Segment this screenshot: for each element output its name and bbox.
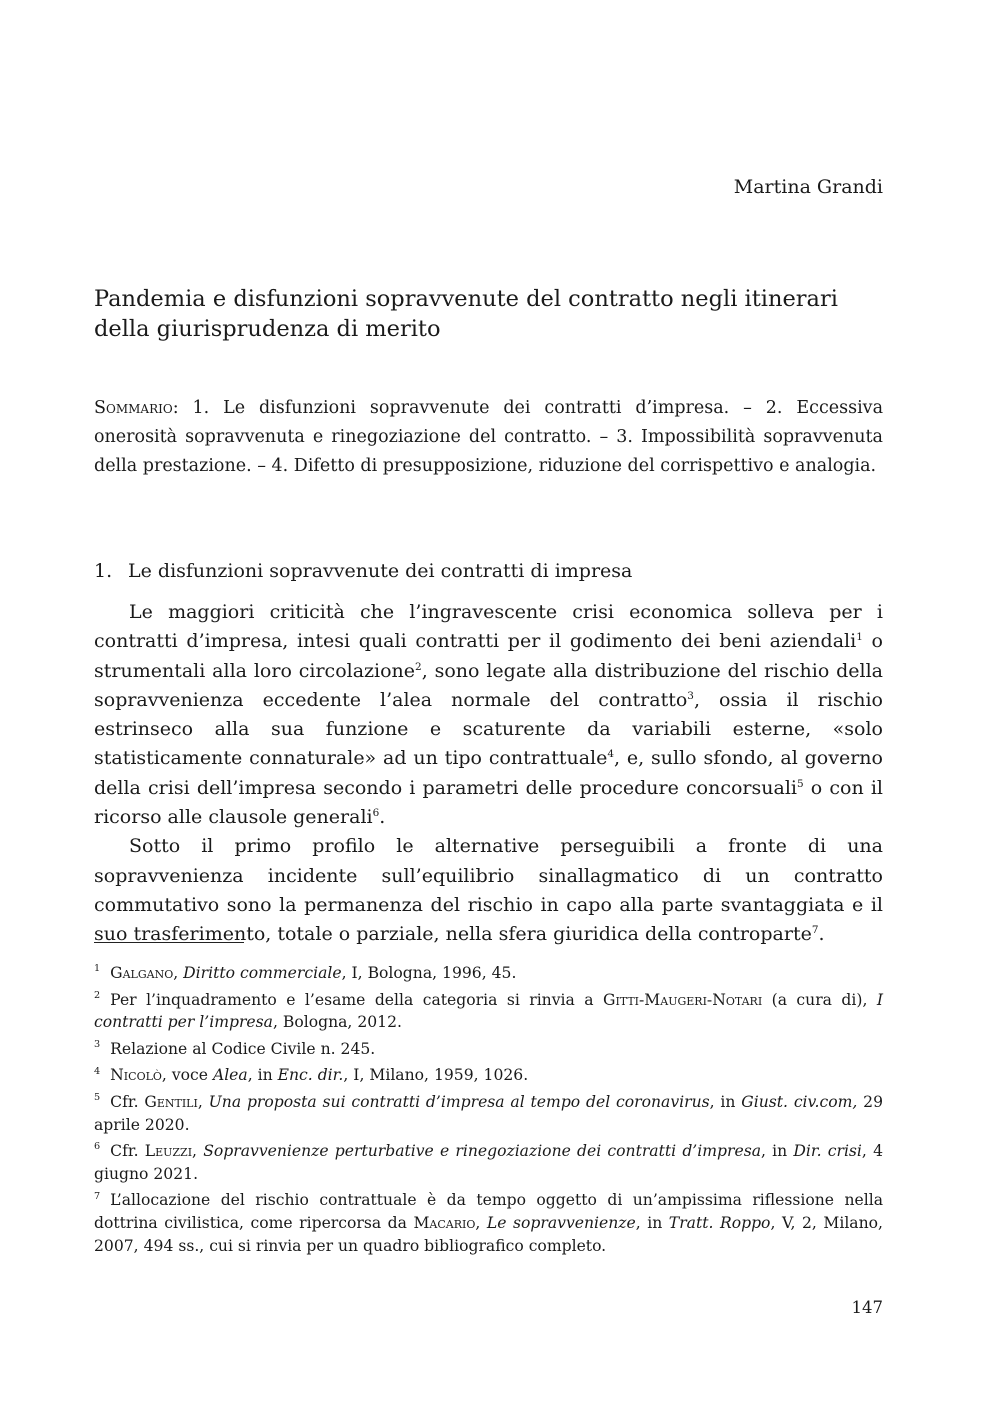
footnote-mark: 1: [94, 963, 101, 975]
cited-author: Galgano: [110, 964, 174, 982]
text-run: ,: [197, 1092, 209, 1111]
summary-label: Sommario: [94, 398, 173, 418]
footnote-separator: [94, 942, 244, 943]
text-run: , 4 giugno 2021.: [94, 1142, 883, 1183]
text-run: o strumentali alla loro circolazione: [94, 630, 883, 682]
cited-journal: Dir. crisi: [793, 1142, 862, 1161]
footnote-ref[interactable]: 1: [856, 631, 863, 644]
cited-title: Sopravvenienze perturbative e rinegoziazione dei contratti d’impresa: [203, 1142, 761, 1161]
author-name: Martina Grandi: [733, 176, 883, 198]
footnote-mark: 4: [94, 1065, 101, 1077]
text-run: ,: [475, 1213, 487, 1232]
section-heading: [94, 560, 632, 582]
footnote-mark: 2: [94, 989, 101, 1001]
cited-title: I contratti per l’impresa: [94, 990, 884, 1032]
footnote: [94, 1091, 883, 1136]
footnotes: [94, 962, 883, 1261]
cited-title: Una proposta sui contratti d’impresa al tempo del coronavirus: [208, 1092, 710, 1111]
text-run: ,: [192, 1142, 204, 1161]
footnote-mark: 3: [94, 1039, 101, 1051]
footnote-ref[interactable]: 7: [811, 924, 819, 937]
footnote-ref[interactable]: 2: [415, 660, 422, 673]
footnote-ref[interactable]: 3: [687, 690, 694, 703]
cited-title: Le sopravvenienze: [486, 1213, 636, 1232]
text-run: o con il ricorso alle clausole generali: [94, 776, 884, 829]
text-run: 29 aprile 2020.: [94, 1092, 883, 1134]
footnote-ref[interactable]: 6: [372, 807, 380, 820]
cited-author: Macario: [413, 1213, 476, 1232]
text-run: Relazione al Codice Civile n. 245.: [110, 1039, 376, 1058]
paragraph: [94, 598, 883, 832]
summary: [94, 394, 883, 481]
text-run: , voce: [161, 1066, 213, 1085]
text-run: Per l’inquadramento e l’esame della categoria si rinvia a: [110, 990, 603, 1009]
cited-journal: Tratt. Roppo: [668, 1213, 771, 1232]
text-run: , e, sullo sfondo, al governo della crisi dell’impresa secondo i parametri delle procedure concorsuali: [94, 747, 883, 799]
text-run: , in: [635, 1213, 669, 1232]
text-run: ,: [173, 964, 184, 982]
footnote: [94, 1038, 883, 1061]
footnote: [94, 1140, 883, 1185]
cited-author: Nicolò: [110, 1066, 162, 1085]
text-run: (a cura di),: [762, 990, 877, 1009]
footnote: [94, 1064, 883, 1087]
text-run: , I, Bologna, 1996, 45.: [341, 964, 517, 982]
text-run: .: [379, 806, 386, 829]
text-run: , sono legate alla distribuzione del rischio della sopravvenienza eccedente l’alea normale del contratto: [94, 659, 884, 711]
footnote-ref[interactable]: 4: [607, 748, 615, 761]
cited-title: Diritto commerciale: [183, 964, 342, 982]
footnote-mark: 7: [94, 1190, 101, 1202]
page-number: 147: [851, 1298, 883, 1317]
paragraph: [94, 832, 883, 949]
cited-title: Alea: [212, 1066, 248, 1085]
footnote: [94, 989, 883, 1034]
footnote-mark: 6: [94, 1141, 101, 1153]
text-run: , Bologna, 2012.: [272, 1013, 402, 1032]
text-run: , in: [761, 1142, 794, 1161]
text-run: Le maggiori criticità che l’ingravescente crisi economica solleva per i contratti d’impresa, intesi quali contratti per il godimento dei beni aziendali: [94, 601, 883, 653]
text-run: , V, 2, Milano, 2007, 494 ss., cui si rinvia per un quadro bibliografico completo.: [94, 1213, 883, 1255]
footnote: [94, 962, 883, 985]
article-title: Pandemia e disfunzioni sopravvenute del contratto negli itinerari della giurisprudenza di merito: [94, 286, 838, 342]
cited-author: Gentili: [144, 1092, 198, 1111]
section-number: 1.: [94, 560, 113, 582]
cited-journal: Giust. civ.com,: [741, 1092, 858, 1111]
text-run: , in: [709, 1092, 742, 1111]
section-title: Le disfunzioni sopravvenute dei contratti di impresa: [128, 560, 633, 582]
text-run: , ossia il rischio estrinseco alla sua funzione e scaturente da variabili esterne, «solo statisticamente connaturale» ad un tipo contrattuale: [94, 688, 883, 770]
text-run: L’allocazione del rischio contrattuale è da tempo oggetto di un’ampissima riflessione nella dottrina civilistica, come ripercorsa da: [94, 1191, 883, 1232]
body-text: [94, 598, 883, 950]
text-run: Sotto il primo profilo le alternative perseguibili a fronte di una sopravvenienza incidente sull’equilibrio sinallagmatico di un contratto commutativo sono la permanenza del rischio in capo alla parte svantaggiata e il suo trasferimento, totale o parziale, nella sfera giuridica della controparte: [94, 835, 883, 946]
summary-text: : 1. Le disfunzioni sopravvenute dei contratti d’impresa. – 2. Eccessiva onerosità sopravvenuta e rinegoziazione del contratto. – 3. Impossibilità sopravvenuta della prestazione. – 4. Difetto di presupposizione, riduzione del corrispettivo e analogia.: [94, 398, 883, 476]
footnote: [94, 1189, 883, 1257]
footnote-mark: 5: [94, 1092, 101, 1104]
cited-journal: Enc. dir.: [277, 1066, 344, 1085]
text-run: , I, Milano, 1959, 1026.: [343, 1066, 529, 1085]
text-run: .: [818, 923, 825, 946]
text-run: Cfr.: [110, 1092, 145, 1111]
cited-author: Leuzzi: [144, 1142, 193, 1161]
footnote-ref[interactable]: 5: [796, 778, 804, 790]
cited-author: Gitti-Maugeri-Notari: [603, 990, 763, 1009]
text-run: , in: [247, 1066, 278, 1085]
text-run: Cfr.: [110, 1142, 145, 1161]
